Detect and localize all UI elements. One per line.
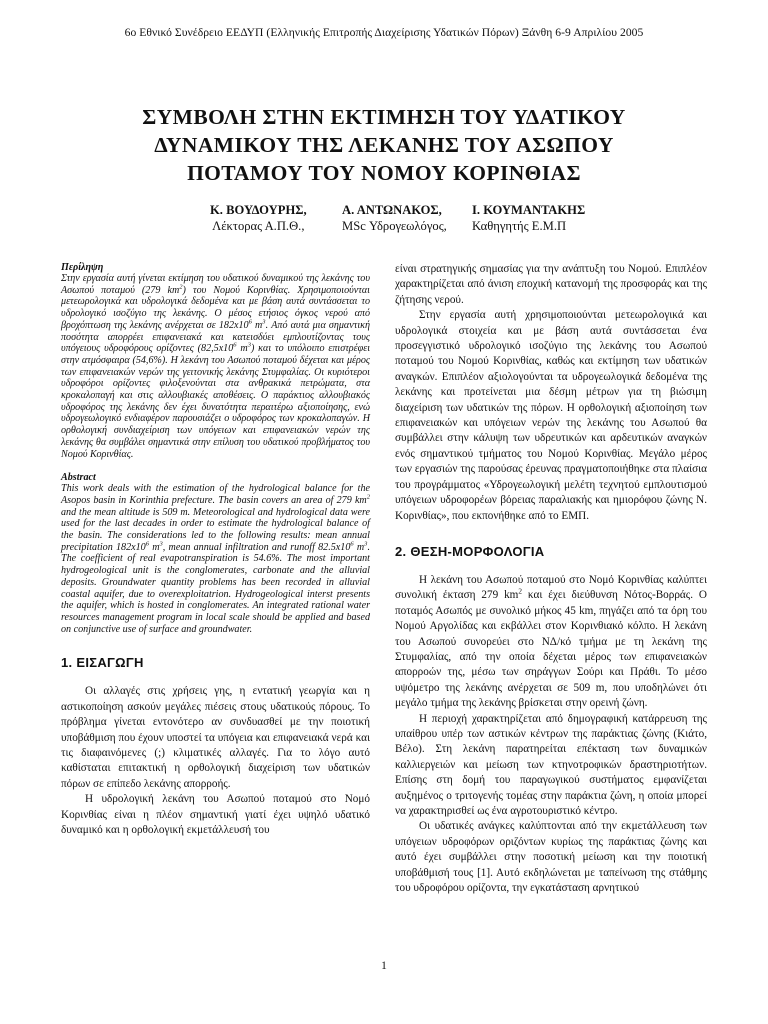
intro-paragraph: Η υδρολογική λεκάνη του Ασωπού ποταμού στο Νομό Κορινθίας είναι η πλέον σημαντική γιατί έχει υψηλό υδατικό δυναμικό και η ορθολογική εκμετάλλευσή του: [61, 793, 370, 837]
author-name: Ι. ΚΟΥΜΑΝΤΑΚΗΣ: [472, 203, 586, 217]
author-1: [210, 203, 307, 234]
summary-text: Στην εργασία αυτή γίνεται εκτίμηση του υδατικού δυναμικού της λεκάνης του Ασωπού ποταμού (279 $km^2$) του Νομού Κορινθίας. Χρησιμοποιούνται μετεωρολογικά και υδρολογικά δεδομένα και με βάση αυτά συντάσσεται το υδρολογικό ισοζύγιο της λεκάνης. Ο μέσος ετήσιος όγκος νερού από βροχόπτωση της λεκάνης ανέρχεται σε $182x10^6$ $m^3$. Από αυτά μια σημαντική ποσότητα απορρέει επιφανειακά και κατεισδύει εμπλουτίζοντας τους υπόγειους υδροφόρους ορίζοντες ($82,5x10^6$ $m^3$) και το υπόλοιπο επιστρέφει στην ατμόσφαιρα (54,6%). Η λεκάνη του Ασωπού ποταμού δέχεται και μέρος των επιφανειακών νερών της γειτονικής λεκάνης Στυμφαλίας. Οι κυριότεροι υδροφόροι ορίζοντες φιλοξενούνται στα ανθρακικά πετρώματα, στα κροκαλοπαγή και στις αλλουβιακές αποθέσεις. Ο παράκτιος αλλουβιακός υδροφόρος της λεκάνης δεν έχει δυνατότητα περαιτέρω αξιοποίησης, ενώ υδρογεωλογικό ενδιαφέρον παρουσιάζει ο υδροφόρος των κροκαλοπαγών. Η ορθολογική συνδιαχείριση των υπόγειων και επιφανειακών νερών της λεκάνης θα συμβάλει σημαντικά στην επίλυση του υδατικού προβλήματος του Νομού Κορινθίας.: [61, 273, 370, 460]
author-name: Κ. ΒΟΥΔΟΥΡΗΣ,: [210, 203, 307, 217]
abstract-text: This work deals with the estimation of the hydrological balance for the Asopos basin in Korinthia prefecture. The basin covers an area of 279 $km^2$ and the mean altitude is 509 m. Meteorological and hydrological data were used for the last decades in order to estimate the hydrological balance of the basin. The considerations led to the following results: mean annual precipitation $182x10^6$ $m^3$, mean annual infiltration and runoff $82.5x10^6$ $m^3$. The coefficient of real evapotranspiration is 54.6%. The most important hydrogeological unit is the conglomerates, carbonate and the alluvial deposits. Groundwater quantity problems has been recorded in alluvial coastal aquifer, due to overexploitatrion. Hydrogeological interst presents the aquifer, which is hosted in conglomerates. An integrated rational water resources management program in local scale should be applied and based on conjunctive use of surface and groundwater.: [61, 483, 370, 635]
author-role: Καθηγητής Ε.Μ.Π: [472, 218, 567, 233]
author-role: MSc Υδρογεωλόγος,: [342, 218, 447, 233]
right-column: [395, 262, 707, 896]
author-name: Α. ΑΝΤΩΝΑΚΟΣ,: [342, 203, 442, 217]
section-2-paragraph: Η περιοχή χαρακτηρίζεται από δημογραφική κατάρρευση της υπαίθρου υπέρ των αστικών κέντρων της παράκτιας ζώνης (Κιάτο, Βέλο). Στη λεκάνη παρατηρείται επέκταση των δυναμικών καλλιεργειών και μείωση των κτηνοτροφικών δραστηριοτήτων. Επίσης στη δομή του παραγωγικού συστήματος εμφανίζεται αυξημένος ο τριτογενής τομέας στην παράκτια ζώνη, η οποία μπορεί να χαρακτηρισθεί ως ένα αγροτουριστικό κέντρο.: [395, 712, 707, 817]
left-column: [61, 262, 370, 838]
summary-heading: Περίληψη: [61, 262, 104, 273]
abstract-heading: Abstract: [61, 472, 96, 484]
author-2: [342, 203, 447, 234]
section-2-paragraph: Η λεκάνη του Ασωπού ποταμού στο Νομό Κορινθίας καλύπτει συνολική έκταση 279 $km^2$ και έχει διεύθυνση Νότος-Βορράς. Ο ποταμός Ασωπός με συνολικό μήκος 45 km, πηγάζει από τα όρη του Νομού Αργολίδας και εκβάλλει στον Κορινθιακό κόλπο. Η λεκάνη του Ασωπού συνορεύει στο ΝΔ/κό τμήμα με τη λεκάνη της Στυμφαλίας, από την οποία δέχεται μέρος των επιφανειακών απορροών της, μέσω των σηράγγων Σούρι και Πράθι. Το μέσο υψόμετρο της λεκάνης ανέρχεται σε 509 m, που υποδηλώνει ότι μεγάλο τμήμα της λεκάνης βρίσκεται στην ορεινή ζώνη.: [395, 573, 707, 710]
conference-header: 6ο Εθνικό Συνέδρειο ΕΕΔΥΠ (Ελληνικής Επιτροπής Διαχείρισης Υδατικών Πόρων) Ξάνθη 6-9 Απριλίου 2005: [124, 26, 644, 39]
intro-paragraph: είναι στρατηγικής σημασίας για την ανάπτυξη του Νομού. Επιπλέον χαρακτηρίζεται από άνιση εποχική κατανομή της προσφοράς και της ζήτησης νερού.: [395, 263, 707, 306]
title-line: ΠΟΤΑΜΟΥ ΤΟΥ ΝΟΜΟΥ ΚΟΡΙΝΘΙΑΣ: [187, 161, 581, 185]
section-1-heading: 1. ΕΙΣΑΓΩΓΗ: [61, 655, 144, 671]
author-role: Λέκτορας Α.Π.Θ.,: [212, 218, 305, 233]
page-number: 1: [381, 960, 387, 972]
title-line: ΣΥΜΒΟΛΗ ΣΤΗΝ ΕΚΤΙΜΗΣΗ ΤΟΥ ΥΔΑΤΙΚΟΥ: [142, 105, 626, 129]
title-line: ΔΥΝΑΜΙΚΟΥ ΤΗΣ ΛΕΚΑΝΗΣ ΤΟΥ ΑΣΩΠΟΥ: [154, 133, 614, 157]
section-2-heading: 2. ΘΕΣΗ-ΜΟΡΦΟΛΟΓΙΑ: [395, 543, 545, 559]
intro-paragraph: Οι αλλαγές στις χρήσεις γης, η εντατική γεωργία και η αστικοποίηση ασκούν μεγάλες πιέσεις στους υδατικούς πόρους. Το πρόβλημα γίνεται εντονότερο αν συνδυασθεί με την ποιοτική υποβάθμιση που έχουν υποστεί τα υπόγεια και επιφανειακά νερά και τις διαφαινόμενες (;) κλιματικές αλλαγές. Για το λόγο αυτό καθίσταται επιτακτική η ορθολογική διαχείριση των υδατικών πόρων σε επίπεδο λεκάνης απορροής.: [61, 685, 370, 790]
paper-title: [60, 103, 708, 187]
section-2-paragraph: Οι υδατικές ανάγκες καλύπτονται από την εκμετάλλευση των υπόγειων υδροφόρων οριζόντων κυρίως της παράκτιας ζώνης και αυτό έχει συμβάλλει στην ποσοτική μείωση και την ποιοτική υποβάθμισή τους [1]. Αυτό εκδηλώνεται με ταπείνωση της στάθμης του υδροφόρου ορίζοντα, την εγκατάσταση αρνητικού: [395, 820, 707, 895]
author-3: [472, 203, 585, 234]
intro-paragraph: Στην εργασία αυτή χρησιμοποιούνται μετεωρολογικά και υδρολογικά στοιχεία και με βάση αυτά συντάσσεται ένα προσεγγιστικό υδρολογικό ισοζύγιο της λεκάνης του Ασωπού ποταμού του Νομού Κορινθίας, καθώς και εκτίμηση των υδατικών αναγκών. Επιπλέον αξιολογούνται τα υδρογεωλογικά δεδομένα της λεκάνης και προτείνεται μια δέσμη μέτρων για τη βιώσιμη διαχείριση των υδατικών της πόρων. Η ορθολογική αξιοποίηση των επιφανειακών και υπόγειων νερών της λεκάνης του Ασωπού θα συμβάλλει στην κάλυψη των υδρευτικών και αρδευτικών αναγκών ενός σημαντικού τμήματος του Νομού Κορινθίας. Μεγάλο μέρος των εργασιών της παρούσας έρευνας πραγματοποιήθηκε στα πλαίσια του προγράμματος «Υδρογεωλογική μελέτη τεχνητού εμπλουτισμού υπόγειων υδροφορέων βόρειας παραλιακής και ημιορόφου ζώνης Ν. Κορινθίας», που εκπονήθηκε από το ΕΜΠ.: [395, 309, 707, 522]
